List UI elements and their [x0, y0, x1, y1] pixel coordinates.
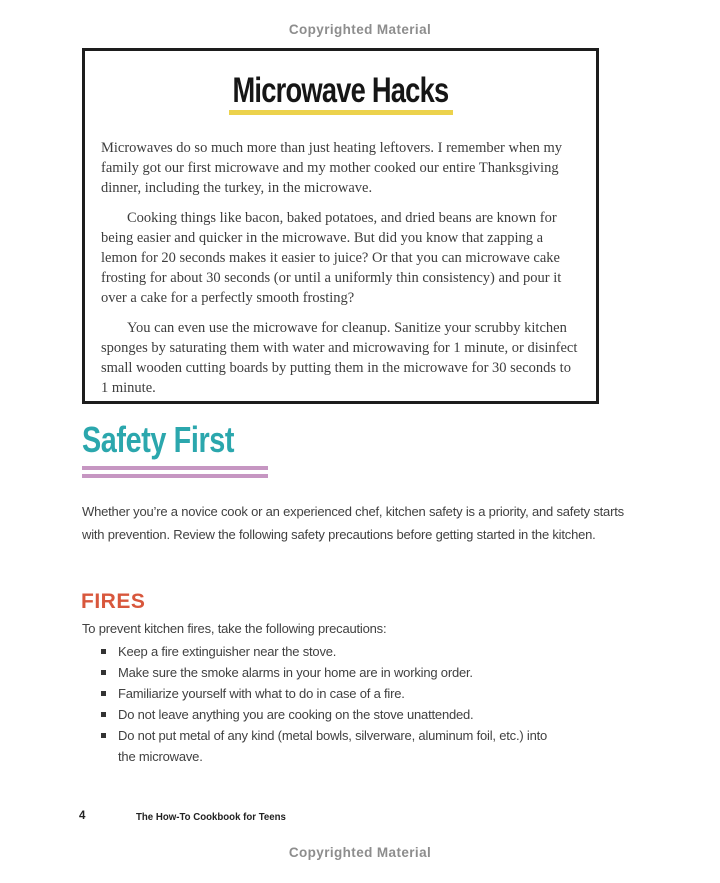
page-number: 4: [79, 810, 86, 822]
footer-book-title: The How-To Cookbook for Teens: [136, 811, 286, 823]
microwave-hacks-box: [82, 48, 599, 404]
bullet-item: Familiarize yourself with what to do in case of a fire.: [82, 683, 548, 704]
fires-bullet-list: [82, 641, 548, 767]
box-title: Microwave Hacks: [232, 71, 449, 110]
box-paragraphs: [85, 138, 596, 398]
bullet-item: Do not leave anything you are cooking on the stove unattended.: [82, 704, 548, 725]
bullet-item: Do not put metal of any kind (metal bowls, silverware, aluminum foil, etc.) into the microwave.: [82, 725, 548, 767]
box-paragraph: You can even use the microwave for cleanup. Sanitize your scrubby kitchen sponges by saturating them with water and microwaving for 1 minute, or disinfect small wooden cutting boards by putting them in the microwave for 30 seconds to 1 minute.: [101, 320, 578, 396]
bullet-item: Make sure the smoke alarms in your home are in working order.: [82, 662, 548, 683]
box-paragraph: Microwaves do so much more than just heating leftovers. I remember when my family got our first microwave and my mother cooked our entire Thanksgiving dinner, including the turkey, in the microwave.: [101, 140, 563, 196]
copyright-notice-top: Copyrighted Material: [288, 22, 432, 37]
bullet-item: Keep a fire extinguisher near the stove.: [82, 641, 548, 662]
fires-lead-paragraph: To prevent kitchen fires, take the following precautions:: [82, 621, 387, 636]
safety-intro-paragraph: Whether you’re a novice cook or an experienced chef, kitchen safety is a priority, and safety starts with prevention. Review the following safety precautions before getting started in the kitchen.: [82, 504, 624, 542]
fires-heading: FIRES: [81, 590, 146, 613]
box-paragraph: Cooking things like bacon, baked potatoes, and dried beans are known for being easier and quicker in the microwave. But did you know that zapping a lemon for 20 seconds makes it easier to juice? Or that you can microwave cake frosting for about 30 seconds (or until a uniformly thin consistency) and pour it over a cake for a perfectly smooth frosting?: [101, 210, 562, 306]
safety-heading-rule-1: [82, 466, 268, 470]
safety-first-heading: Safety First: [82, 419, 235, 460]
title-underline-yellow: [229, 110, 453, 115]
copyright-notice-bottom: Copyrighted Material: [288, 845, 432, 860]
box-title-wrap: [85, 73, 596, 109]
safety-heading-rule-2: [82, 474, 268, 478]
